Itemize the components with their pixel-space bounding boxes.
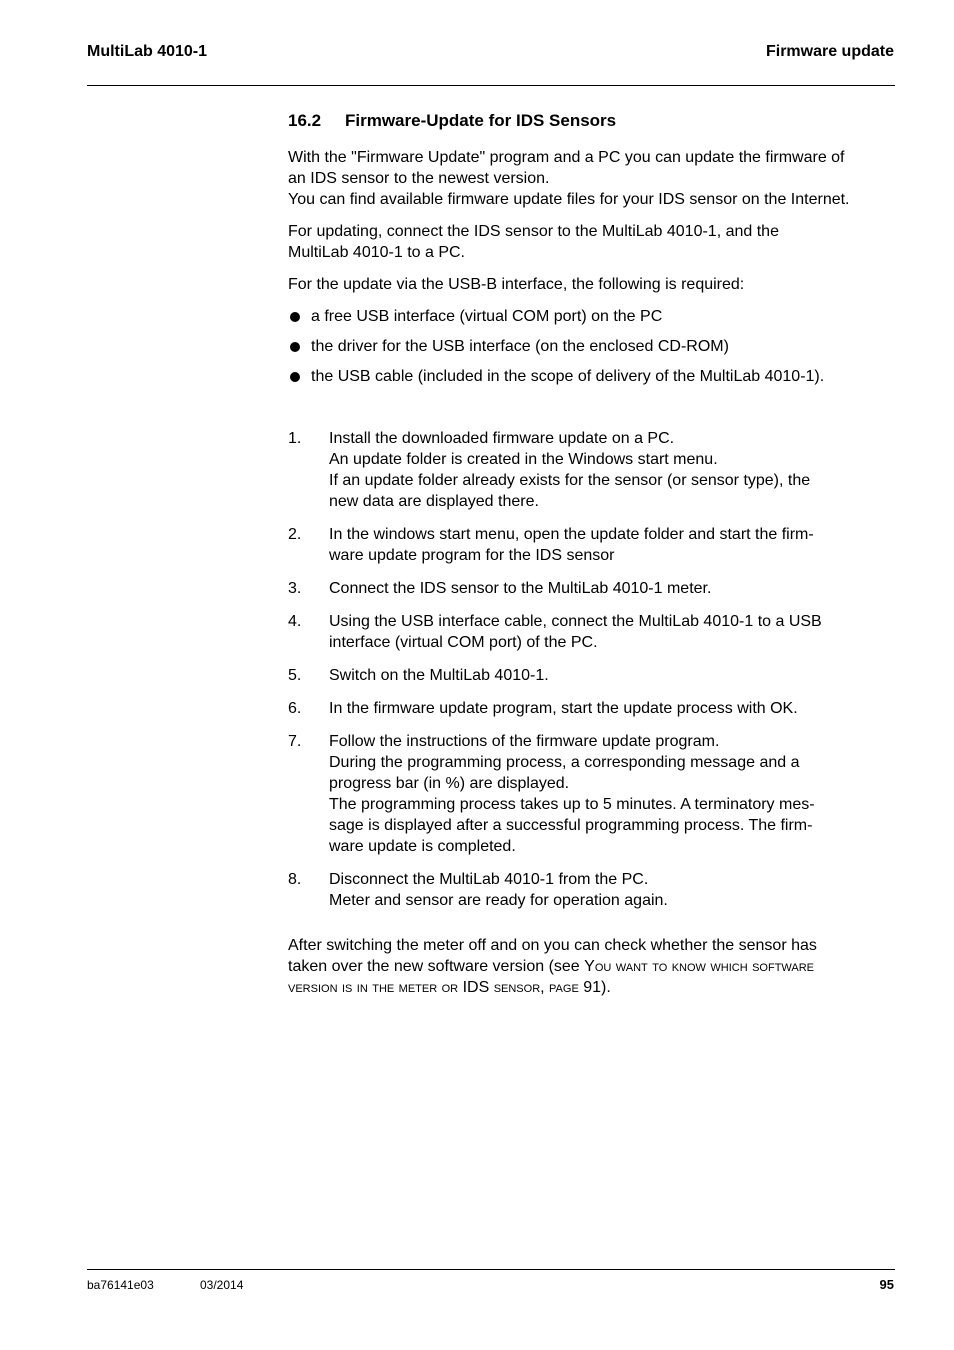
cross-reference-link[interactable]: You want to know which software	[584, 958, 815, 975]
step-number: 8.	[288, 871, 302, 888]
closing-text: taken over the new software version (see	[288, 958, 585, 975]
step-item	[288, 731, 898, 857]
cross-reference-link[interactable]: version is in the meter or IDS sensor, page	[288, 979, 579, 996]
step-number: 3.	[288, 580, 302, 597]
procedure-steps	[288, 428, 898, 911]
text-line	[288, 956, 898, 977]
step-line: interface (virtual COM port) of the PC.	[329, 634, 598, 651]
list-item-text: a free USB interface (virtual COM port) on the PC	[311, 308, 663, 325]
header-rule	[87, 85, 895, 86]
step-number: 4.	[288, 613, 302, 630]
step-line: Connect the IDS sensor to the MultiLab 4010-1 meter.	[329, 580, 712, 597]
step-number: 5.	[288, 667, 302, 684]
document-date: 03/2014	[200, 1278, 244, 1292]
step-line: new data are displayed there.	[329, 493, 539, 510]
step-line: progress bar (in %) are displayed.	[329, 775, 570, 792]
running-header-chapter: Firmware update	[765, 43, 894, 60]
page-number: 95	[879, 1277, 894, 1292]
step-number: 2.	[288, 526, 302, 543]
text-line: You can find available firmware update files for your IDS sensor on the Internet.	[288, 191, 850, 208]
step-line: Meter and sensor are ready for operation again.	[329, 892, 668, 909]
closing-paragraph	[288, 935, 898, 998]
step-line: Using the USB interface cable, connect the MultiLab 4010-1 to a USB	[329, 613, 822, 630]
step-item	[288, 428, 898, 512]
text-line: For updating, connect the IDS sensor to the MultiLab 4010-1, and the	[288, 223, 779, 240]
main-content	[288, 110, 898, 1009]
list-item	[288, 306, 898, 327]
document-id: ba76141e03	[87, 1278, 154, 1292]
running-header-title: MultiLab 4010-1	[87, 43, 208, 60]
step-line: During the programming process, a corresponding message and a	[329, 754, 800, 771]
step-line: In the windows start menu, open the update folder and start the firm-	[329, 526, 814, 543]
step-line: An update folder is created in the Windows start menu.	[329, 451, 718, 468]
step-number: 7.	[288, 733, 302, 750]
text-line: For the update via the USB-B interface, the following is required:	[288, 276, 745, 293]
text-line: With the "Firmware Update" program and a PC you can update the firmware of	[288, 149, 845, 166]
section-heading	[288, 110, 898, 131]
requirements-list	[288, 306, 898, 387]
step-item	[288, 578, 898, 599]
section-number: 16.2	[288, 111, 322, 130]
text-line	[288, 977, 898, 998]
closing-tail: 91).	[578, 979, 611, 996]
bullet-icon	[290, 342, 300, 352]
step-number: 1.	[288, 430, 302, 447]
step-item	[288, 698, 898, 719]
step-line: Switch on the MultiLab 4010-1.	[329, 667, 549, 684]
list-item-text: the USB cable (included in the scope of delivery of the MultiLab 4010-1).	[311, 368, 825, 385]
step-line: In the firmware update program, start the update process with OK.	[329, 700, 798, 717]
step-line: ware update program for the IDS sensor	[329, 547, 615, 564]
step-line: Disconnect the MultiLab 4010-1 from the PC.	[329, 871, 649, 888]
bullet-icon	[290, 312, 300, 322]
footer-rule	[87, 1269, 895, 1270]
list-item-text: the driver for the USB interface (on the enclosed CD-ROM)	[311, 338, 729, 355]
step-item	[288, 869, 898, 911]
step-line: The programming process takes up to 5 minutes. A terminatory mes-	[329, 796, 815, 813]
bullet-icon	[290, 372, 300, 382]
text-line: After switching the meter off and on you can check whether the sensor has	[288, 937, 817, 954]
list-item	[288, 336, 898, 357]
list-item	[288, 366, 898, 387]
step-line: ware update is completed.	[329, 838, 516, 855]
step-line: sage is displayed after a successful programming process. The firm-	[329, 817, 813, 834]
step-item	[288, 665, 898, 686]
step-line: Follow the instructions of the firmware update program.	[329, 733, 720, 750]
intro-paragraph-2	[288, 221, 898, 263]
text-line: an IDS sensor to the newest version.	[288, 170, 550, 187]
step-item	[288, 611, 898, 653]
text-line: MultiLab 4010-1 to a PC.	[288, 244, 465, 261]
intro-paragraph-1	[288, 147, 898, 210]
step-item	[288, 524, 898, 566]
step-line: If an update folder already exists for the sensor (or sensor type), the	[329, 472, 811, 489]
step-line: Install the downloaded firmware update on a PC.	[329, 430, 675, 447]
section-title: Firmware-Update for IDS Sensors	[345, 111, 617, 130]
intro-paragraph-3	[288, 274, 898, 295]
step-number: 6.	[288, 700, 302, 717]
